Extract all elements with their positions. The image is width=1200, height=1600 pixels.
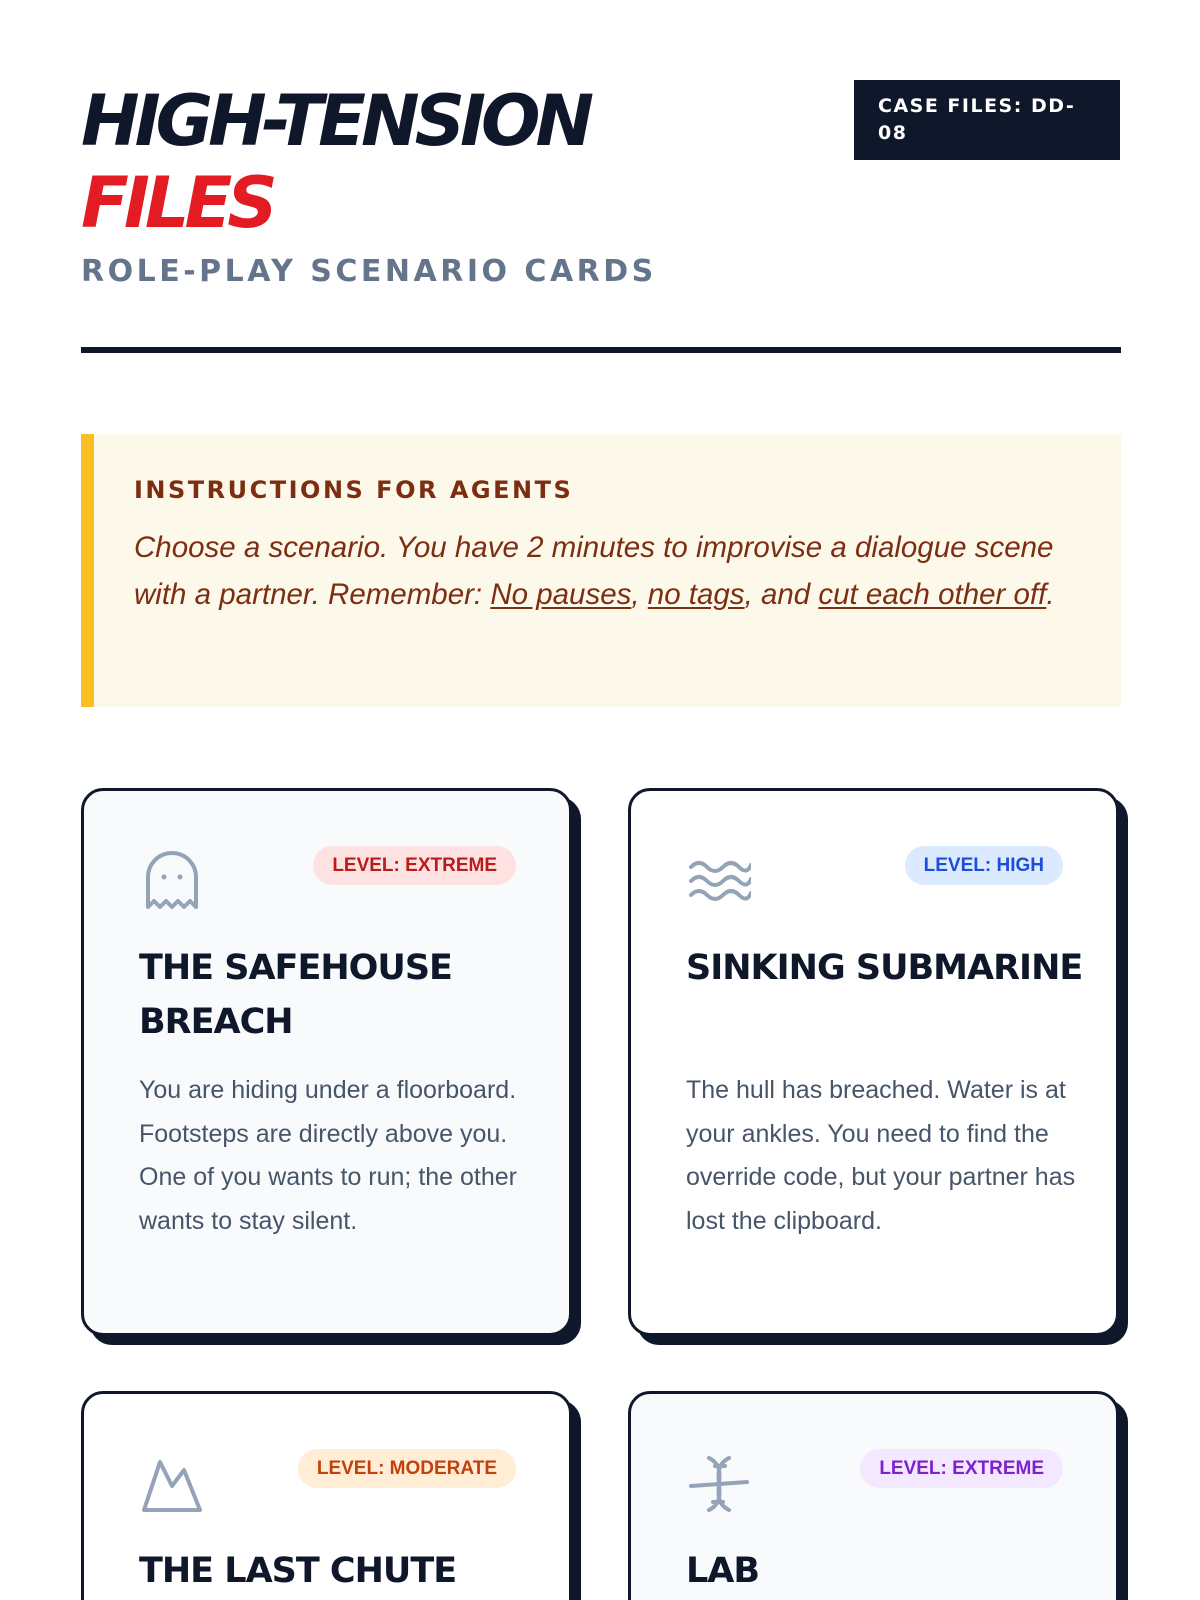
header-divider <box>81 347 1121 353</box>
waves-icon <box>687 849 751 913</box>
level-badge: LEVEL: MODERATE <box>298 1449 516 1488</box>
level-badge: LEVEL: HIGH <box>905 846 1063 885</box>
instructions-intro: Choose a scenario. You have 2 minutes to improvise a dialogue scene with a partner. Remember: <box>134 531 1054 611</box>
instructions-end: . <box>1046 578 1055 611</box>
instructions-text <box>134 524 1081 618</box>
level-badge: LEVEL: EXTREME <box>313 846 516 885</box>
card-title: THE LAST CHUTE <box>139 1551 457 1591</box>
case-files-badge: CASE FILES: DD-08 <box>854 80 1120 160</box>
scenario-card-sinking-submarine[interactable] <box>628 788 1119 1336</box>
rule-cut-each-other-off: cut each other off <box>818 578 1047 611</box>
card-title: LAB <box>686 1551 760 1591</box>
rule-no-tags: no tags <box>647 578 745 611</box>
instructions-separator-2: , and <box>744 578 819 611</box>
level-badge: LEVEL: EXTREME <box>860 1449 1063 1488</box>
card-description: You are hiding under a floorboard. Footsteps are directly above you. One of you wants to run; the other wants to stay silent. <box>139 1076 518 1235</box>
mountain-icon <box>140 1452 204 1516</box>
scenario-card-last-chute[interactable] <box>81 1391 572 1600</box>
rule-no-pauses: No pauses <box>490 578 632 611</box>
page-title-line-2: FILES <box>81 162 273 244</box>
card-description: The hull has breached. Water is at your ankles. You need to find the override code, but your partner has lost the clipboard. <box>686 1076 1076 1235</box>
instructions-panel <box>81 434 1121 707</box>
instructions-heading: INSTRUCTIONS FOR AGENTS <box>134 476 574 504</box>
card-title: SINKING SUBMARINE <box>686 948 1083 988</box>
ghost-icon <box>140 849 204 913</box>
instructions-separator-1: , <box>631 578 648 611</box>
card-title: THE SAFEHOUSE BREACH <box>139 948 452 1042</box>
scenario-card-safehouse-breach[interactable] <box>81 788 572 1336</box>
scenario-card-lab[interactable] <box>628 1391 1119 1600</box>
page-subtitle: ROLE-PLAY SCENARIO CARDS <box>81 254 657 289</box>
page-title-line-1: HIGH-TENSION <box>81 80 590 162</box>
dna-icon <box>687 1452 751 1516</box>
